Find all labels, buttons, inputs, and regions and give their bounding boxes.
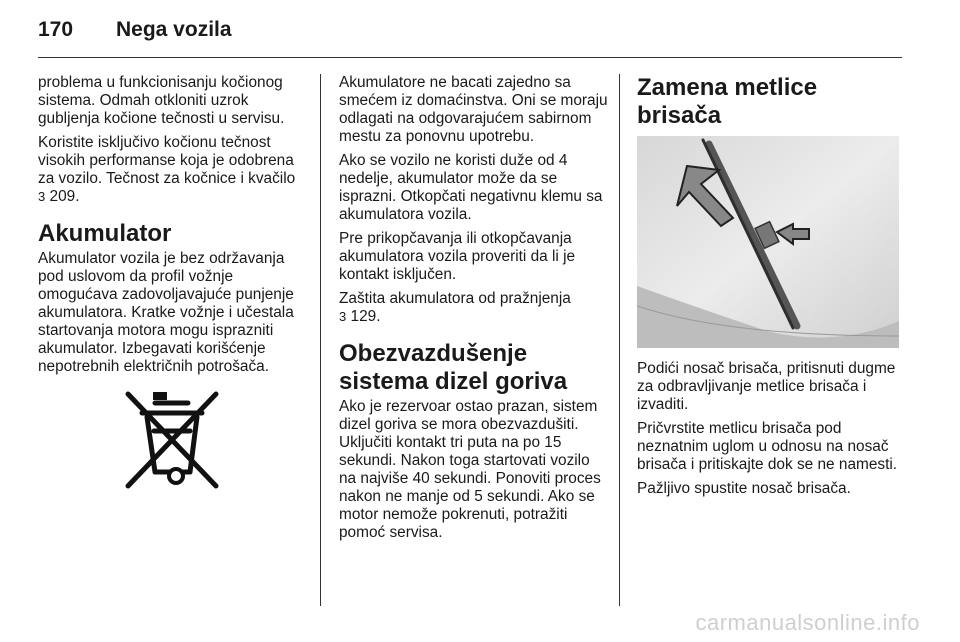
section-heading-wiper: Zamena metlice brisača xyxy=(637,74,818,129)
column-3 xyxy=(637,74,905,504)
brake-fluid-text: problema u funkcionisanju kočionog sistema. Odmah otkloniti uzrok gubljenja kočione tečnosti u servisu. xyxy=(38,74,285,127)
header-rule xyxy=(38,57,902,58)
column-2 xyxy=(339,74,609,548)
section-heading-diesel-bleeding: Obezvazdušenje sistema dizel goriva xyxy=(339,340,568,395)
watermark: carmanualsonline.info xyxy=(695,610,920,635)
reference-page: 209 xyxy=(49,188,76,205)
battery-disposal-text: Akumulatore ne bacati zajedno sa smećem iz domaćinstva. Oni se moraju odlagati na odgovarajućem sabirnom mestu za ponovnu upotrebu. xyxy=(339,74,608,145)
page-header xyxy=(38,18,232,42)
page-title: Nega vozila xyxy=(116,18,232,41)
wiper-step-2: Pričvrstite metlicu brisača pod neznatnim uglom u odnosu na nosač brisača i pritiskajte dok se ne namesti. xyxy=(637,420,898,473)
page-reference[interactable]: 3 129. xyxy=(339,308,381,325)
section-heading-battery: Akumulator xyxy=(38,220,172,247)
reference-arrow-icon: 3 xyxy=(339,309,347,324)
column-divider-2 xyxy=(619,74,620,606)
column-divider-1 xyxy=(320,74,321,606)
battery-protection: Zaštita akumulatora od pražnjenja xyxy=(339,290,571,307)
diesel-bleeding-text: Ako je rezervoar ostao prazan, sistem dizel goriva se mora obezvazdušiti. Uključiti kontakt tri puta na po 15 sekundi. Nakon toga startovati vozilo na najviše 40 sekundi. Ponoviti proces nakon ne manje od 5 sekundi. Ako se motor nemože pokrenuti, potražiti pomoć servisa. xyxy=(339,398,601,541)
wiper-step-3: Pažljivo spustite nosač brisača. xyxy=(637,480,851,497)
battery-protection-text xyxy=(339,290,609,326)
column-1 xyxy=(38,74,306,492)
reference-arrow-icon: 3 xyxy=(38,189,46,204)
brake-fluid-spec: Koristite isključivo kočionu tečnost visokih performanse koja je odobrena za vozilo. Tečnost za kočnice i kvačilo xyxy=(38,134,296,187)
brake-fluid-spec-text xyxy=(38,134,306,206)
page-number: 170 xyxy=(38,18,74,41)
crossed-bin-icon xyxy=(120,386,224,492)
wiper-blade-illustration xyxy=(637,136,899,348)
battery-ignition-text: Pre prikopčavanja ili otkopčavanja akumulatora vozila proveriti da li je kontakt isključen. xyxy=(339,230,576,283)
battery-storage-text: Ako se vozilo ne koristi duže od 4 nedelje, akumulator može da se isprazni. Otkopčati negativnu klemu sa akumulatora vozila. xyxy=(339,152,603,223)
wiper-step-1: Podići nosač brisača, pritisnuti dugme za odbravljivanje metlice brisača i izvaditi. xyxy=(637,360,896,413)
reference-page: 129 xyxy=(350,308,377,325)
page-reference[interactable]: 3 209. xyxy=(38,188,80,205)
battery-text: Akumulator vozila je bez održavanja pod uslovom da profil vožnje omogućava zadovoljavajuće punjenje akumulatora. Kratke vožnje i učestala startovanja motora mogu isprazniti akumulator. Izbegavati korišćenje nepotrebnih električnih potrošača. xyxy=(38,250,294,375)
